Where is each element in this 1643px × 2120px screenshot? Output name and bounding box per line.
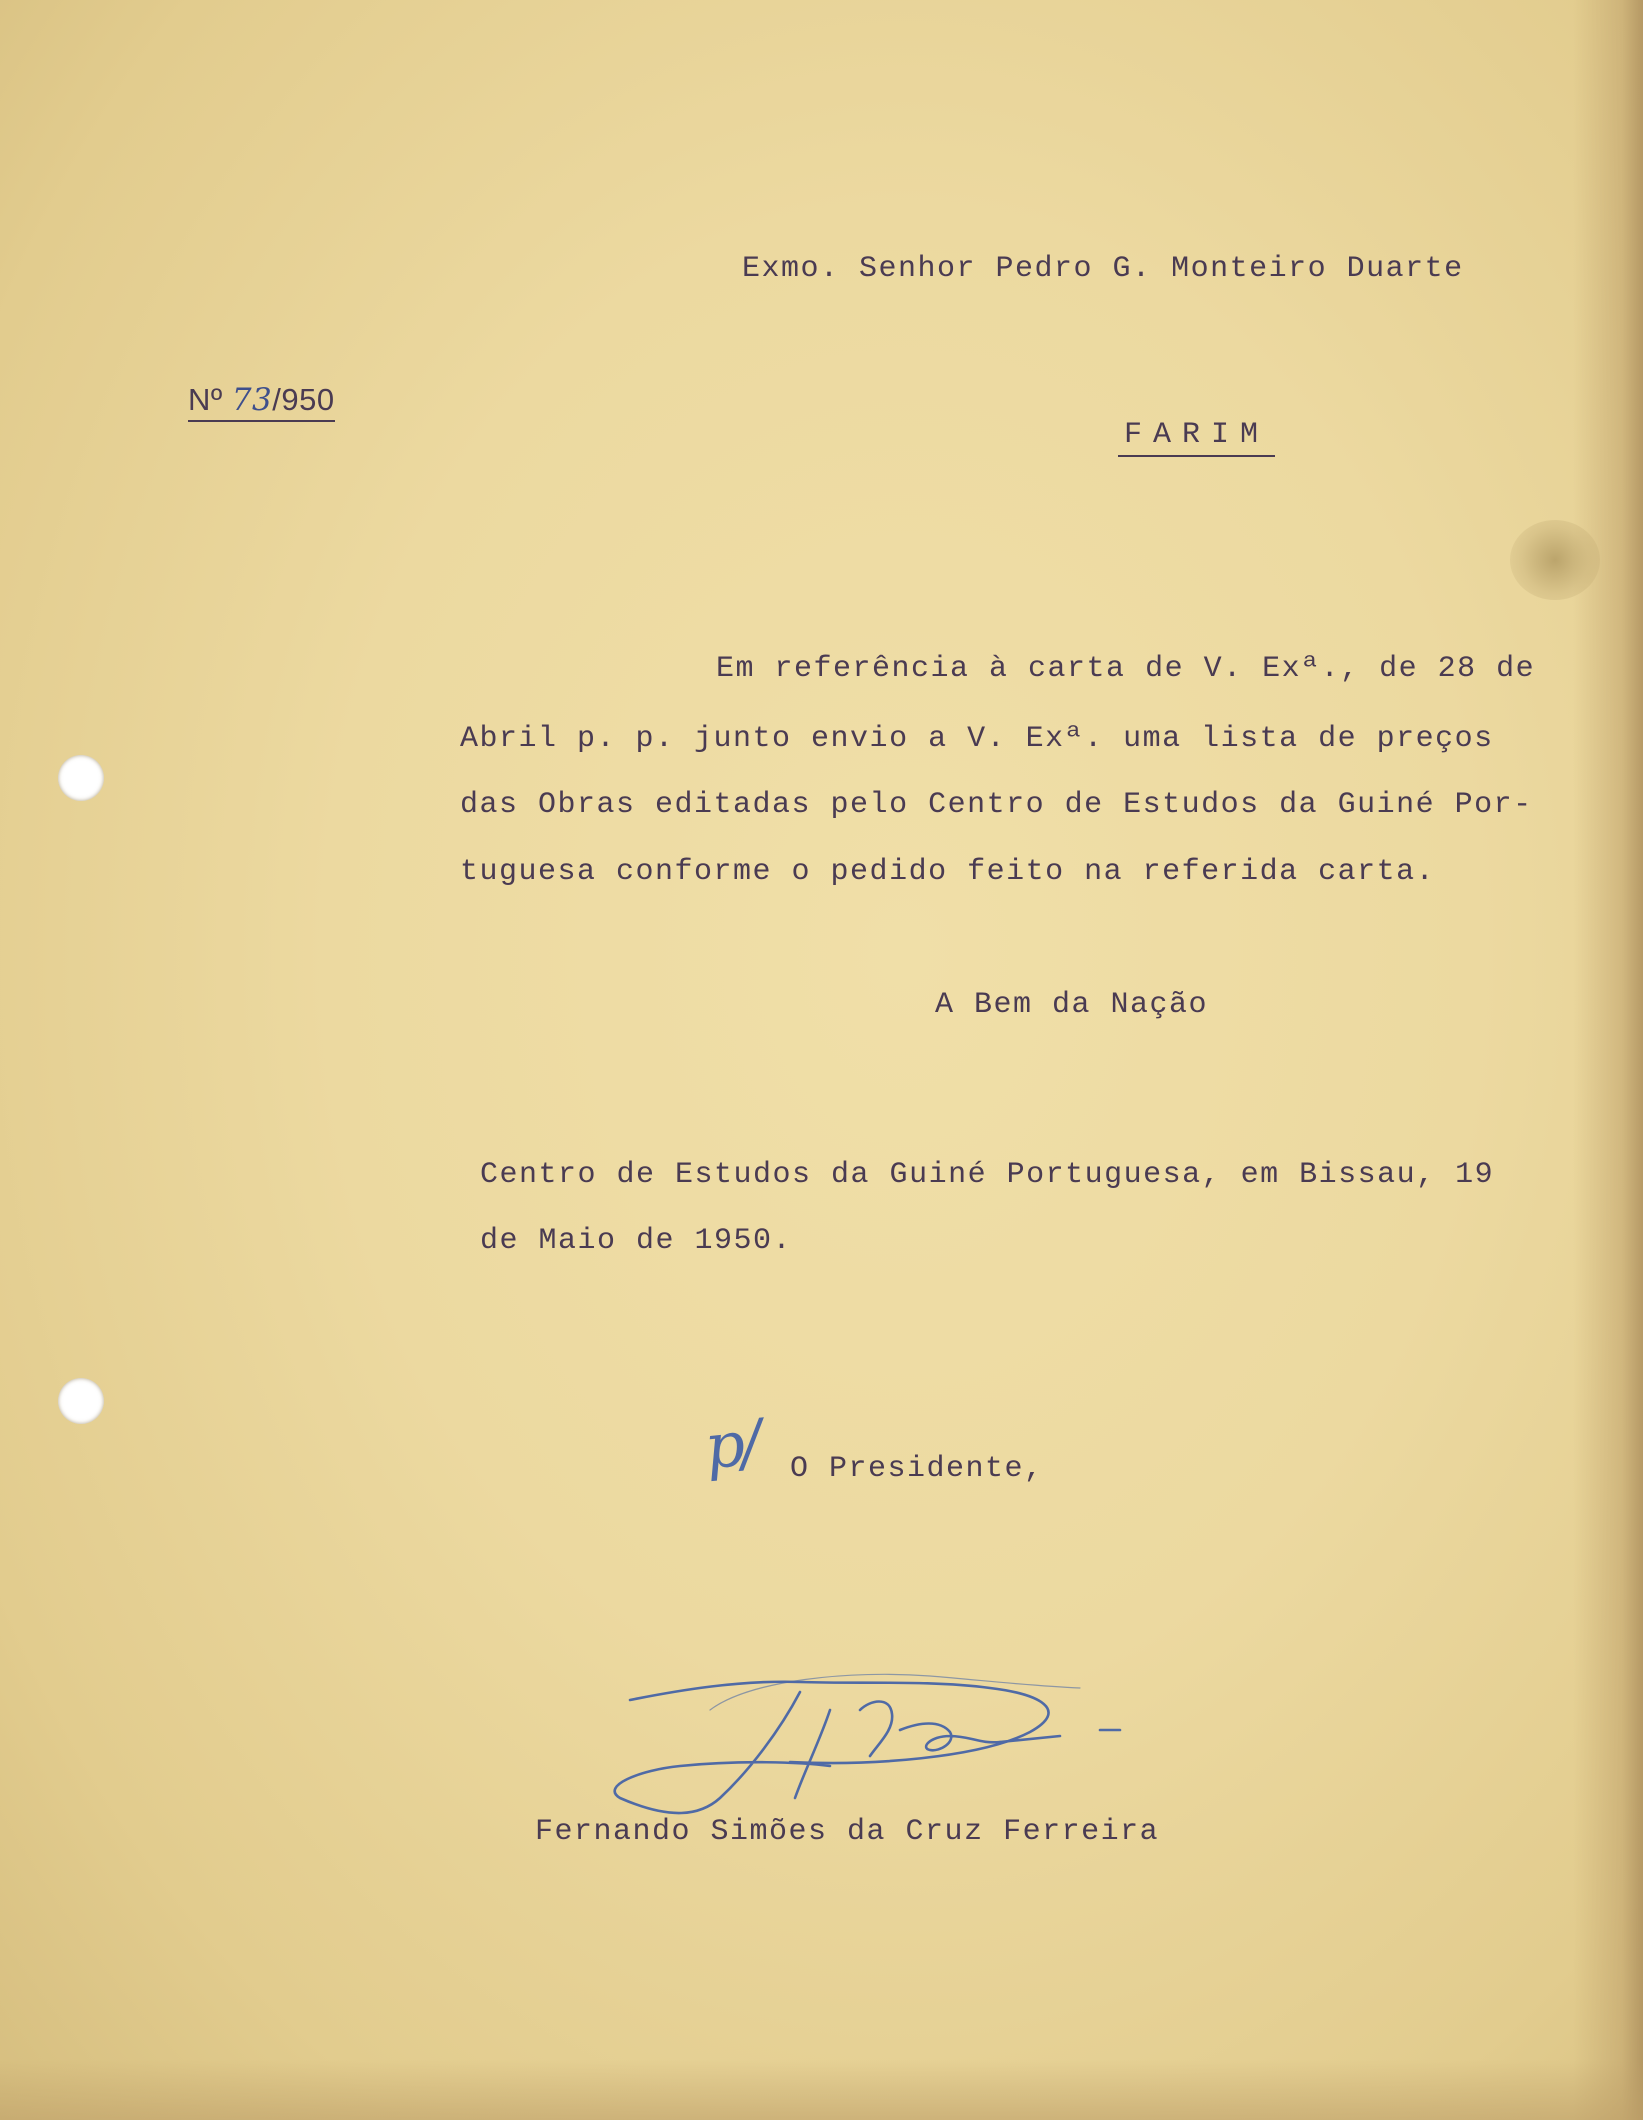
signatory-title: O Presidente, xyxy=(790,1452,1044,1486)
signatory-name: Fernando Simões da Cruz Ferreira xyxy=(535,1815,1160,1849)
body-line-4: tuguesa conforme o pedido feito na referida carta. xyxy=(460,855,1436,889)
handwritten-signature-icon xyxy=(600,1670,1200,1830)
reference-number xyxy=(188,382,335,422)
pp-handwritten-initials: p/ xyxy=(701,1405,762,1484)
paper-bottom-shading xyxy=(0,2060,1643,2120)
punch-hole-icon xyxy=(58,1378,104,1424)
punch-hole-icon xyxy=(58,755,104,801)
paper-stain xyxy=(1510,520,1600,600)
closing-salutation: A Bem da Nação xyxy=(935,988,1209,1022)
addressee-line: Exmo. Senhor Pedro G. Monteiro Duarte xyxy=(742,252,1464,286)
body-line-2: Abril p. p. junto envio a V. Exª. uma lista de preços xyxy=(460,722,1494,756)
body-line-1: Em referência à carta de V. Exª., de 28 de xyxy=(716,652,1536,686)
reference-year: /950 xyxy=(272,382,335,417)
paper-edge-shading xyxy=(1573,0,1643,2120)
place-date-line-2: de Maio de 1950. xyxy=(480,1224,793,1258)
place-date-line-1: Centro de Estudos da Guiné Portuguesa, em Bissau, 19 xyxy=(480,1158,1495,1192)
destination-city: FARIM xyxy=(1118,418,1275,457)
body-line-3: das Obras editadas pelo Centro de Estudos da Guiné Por- xyxy=(460,788,1533,822)
reference-prefix: Nº xyxy=(188,382,232,417)
reference-handwritten-number: 73 xyxy=(231,382,273,418)
